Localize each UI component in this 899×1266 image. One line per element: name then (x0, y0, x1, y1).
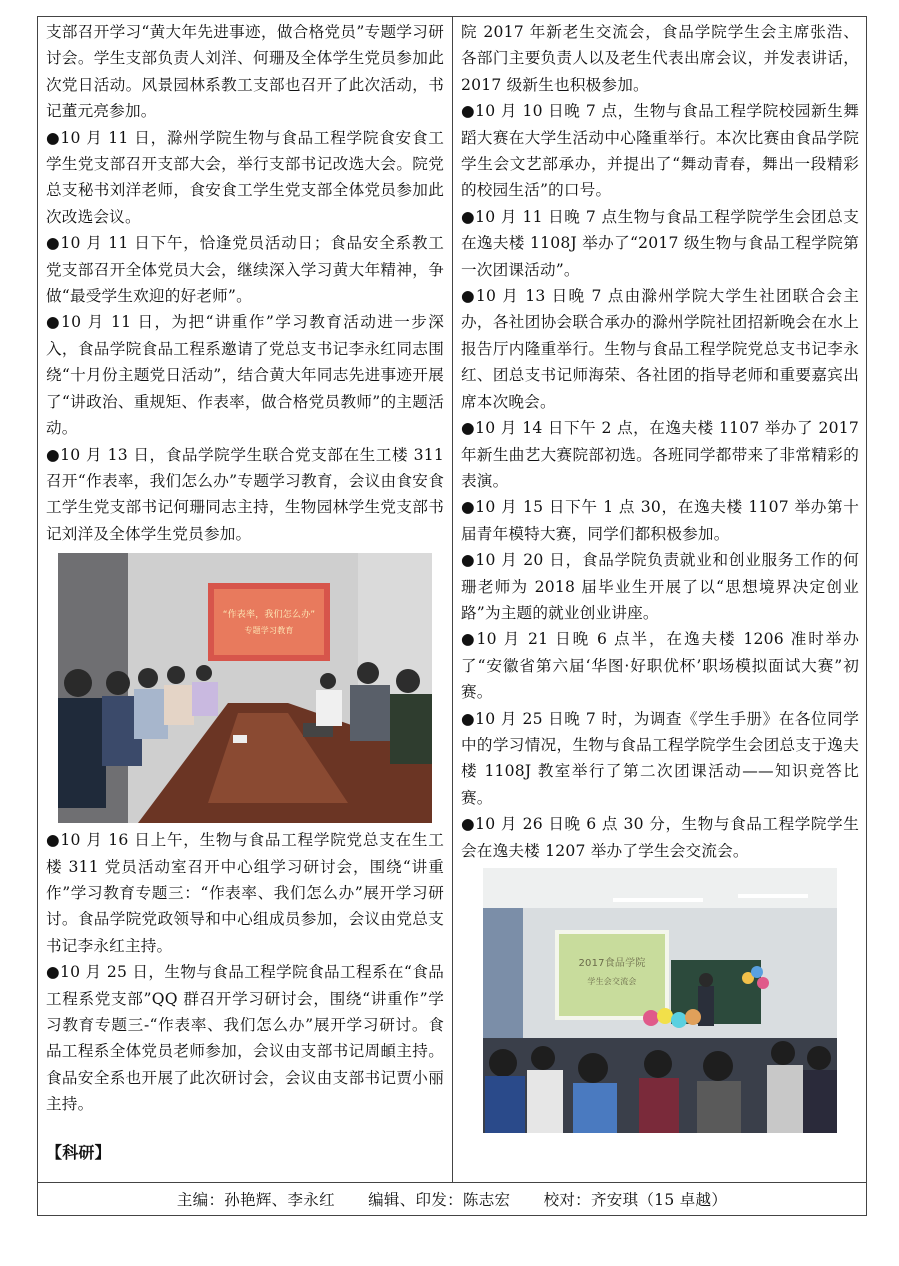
left-column (46, 19, 444, 1166)
news-paragraph: ●10 月 16 日上午，生物与食品工程学院党总支在生工楼 311 党员活动室召开中心组学习研讨会，围绕“讲重作”学习教育专题三：“作表率、我们怎么办”展开学习研讨。食品学院党政领导和中心组成员参加，会议由党总支书记李永红主持。 (46, 831, 444, 955)
news-paragraph: ●10 月 25 日，生物与食品工程学院食品工程系在“食品工程系党支部”QQ 群召开学习研讨会，围绕“讲重作”学习教育专题三-“作表率、我们怎么办”展开学习研讨。食品工程系全体党员老师参加，会议由支部书记周頔主持。食品安全系也开展了此次研讨会，会议由支部书记贾小丽主持。 (46, 963, 444, 1114)
meeting-room-photo (58, 553, 432, 823)
news-paragraph: 支部召开学习“黄大年先进事迹，做合格党员”专题学习研讨会。学生支部负责人刘洋、何珊及全体学生党员参加此次党日活动。风景园林系教工支部也召开了此次活动，书记董元亮参加。 (46, 23, 444, 121)
news-paragraph: ●10 月 21 日晚 6 点半，在逸夫楼 1206 准时举办了“安徽省第六届‘华图·好职优杯’职场模拟面试大赛”初赛。 (461, 630, 859, 702)
column-divider (452, 17, 453, 1182)
news-paragraph: ●10 月 10 日晚 7 点，生物与食品工程学院校园新生舞蹈大赛在大学生活动中心隆重举行。本次比赛由食品学院学生会文艺部承办，并提出了“舞动青春，舞出一段精彩的校园生活”的口号。 (461, 102, 859, 200)
news-paragraph: ●10 月 11 日晚 7 点生物与食品工程学院学生会团总支在逸夫楼 1108J 举办了“2017 级生物与食品工程学院第一次团课活动”。 (461, 207, 859, 279)
classroom-photo (483, 868, 837, 1133)
news-paragraph: ●10 月 15 日下午 1 点 30，在逸夫楼 1107 举办第十届青年模特大赛，同学们都积极参加。 (461, 498, 859, 543)
news-paragraph: ●10 月 25 日晚 7 时，为调查《学生手册》在各位同学中的学习情况，生物与食品工程学院学生会团总支于逸夫楼 1108J 教室举行了第二次团课活动——知识竞答比赛。 (461, 709, 859, 807)
screen-subtitle: 学生会交流会 (587, 977, 637, 986)
section-heading: 【科研】 (46, 1142, 111, 1162)
footer (38, 1183, 866, 1217)
news-paragraph: ●10 月 14 日下午 2 点，在逸夫楼 1107 举办了 2017 年新生曲艺大赛院部初选。各班同学都带来了非常精彩的表演。 (461, 419, 859, 490)
footer-editors: 主编：孙艳辉、李永红 (176, 1191, 335, 1209)
news-paragraph: 院 2017 年新老生交流会，食品学院学生会主席张浩、各部门主要负责人以及老生代表出席会议，并发表讲话，2017 级新生也积极参加。 (461, 23, 859, 94)
news-paragraph: ●10 月 13 日晚 7 点由滁州学院大学生社团联合会主办，各社团协会联合承办的滁州学院社团招新晚会在水上报告厅内隆重举行。生物与食品工程学院党总支书记李永红、团总支书记师海荣、各社团的指导老师和重要嘉宾出席本次晚会。 (461, 287, 859, 411)
footer-proofreading: 校对：齐安琪（15 卓越） (543, 1191, 728, 1209)
footer-editing: 编辑、印发：陈志宏 (368, 1191, 511, 1209)
news-paragraph: ●10 月 11 日，滁州学院生物与食品工程学院食安食工学生党支部召开支部大会，举行支部书记改选大会。院党总支秘书刘洋老师，食安食工学生党支部全体党员参加此次改选会议。 (46, 128, 444, 226)
news-paragraph: ●10 月 26 日晚 6 点 30 分，生物与食品工程学院学生会在逸夫楼 1207 举办了学生会交流会。 (461, 815, 859, 860)
news-paragraph: ●10 月 11 日，为把“讲重作”学习教育活动进一步深入，食品学院食品工程系邀请了党总支书记李永红同志围绕“十月份主题党日活动”，结合黄大年同志先进事迹开展了“讲政治、重规矩、作表率，做合格党员教师”的主题活动。 (46, 313, 444, 438)
screen-subtitle: 专题学习教育 (244, 626, 294, 636)
news-paragraph: ●10 月 11 日下午，恰逢党员活动日；食品安全系教工党支部召开全体党员大会，继续深入学习黄大年精神，争做“最受学生欢迎的好老师”。 (46, 234, 444, 306)
screen-title: 2017食品学院 (578, 958, 646, 969)
right-column (461, 19, 859, 1137)
screen-title: “作表率，我们怎么办” (222, 610, 316, 621)
news-paragraph: ●10 月 13 日，食品学院学生联合党支部在生工楼 311 召开“作表率，我们怎么办”专题学习教育，会议由食安食工学生党支部书记何珊同志主持，生物园林学生党支部书记刘洋及全体学生党员参加。 (46, 445, 444, 543)
news-paragraph: ●10 月 20 日，食品学院负责就业和创业服务工作的何珊老师为 2018 届毕业生开展了以“思想境界决定创业路”为主题的就业创业讲座。 (461, 551, 859, 622)
newsletter-frame (37, 16, 867, 1216)
